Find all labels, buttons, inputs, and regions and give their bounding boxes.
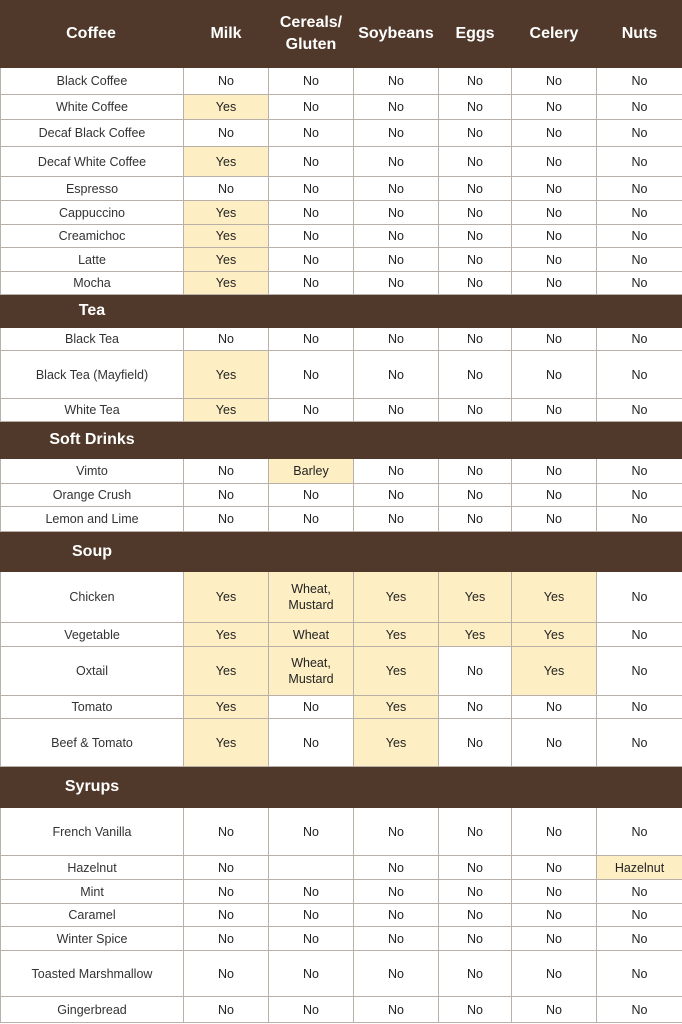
item-name: Beef & Tomato [1,719,184,767]
section-title: Soft Drinks [1,422,184,459]
table-row [1,808,682,856]
cell-nuts: No [597,120,682,147]
cell-celery: No [512,399,597,422]
section-title: Tea [1,295,184,328]
cell-soybeans: Yes [354,572,439,623]
cell-celery: No [512,696,597,719]
item-name: Orange Crush [1,484,184,507]
cell-nuts: No [597,808,682,856]
cell-milk: Yes [184,351,269,399]
item-name: Black Coffee [1,68,184,95]
cell-soybeans: No [354,248,439,272]
cell-nuts: No [597,272,682,295]
item-name: Black Tea [1,328,184,351]
cell-soybeans: No [354,328,439,351]
cell-nuts: No [597,484,682,507]
cell-milk: No [184,507,269,532]
cell-milk: Yes [184,248,269,272]
cell-eggs: No [439,272,512,295]
cell-soybeans: No [354,927,439,951]
cell-celery: No [512,272,597,295]
item-name: Winter Spice [1,927,184,951]
cell-cereals-gluten: No [269,808,354,856]
cell-soybeans: No [354,201,439,225]
cell-cereals-gluten: Barley [269,459,354,484]
cell-celery: No [512,904,597,927]
cell-celery: No [512,808,597,856]
cell-eggs: No [439,719,512,767]
cell-milk: No [184,880,269,904]
header-cereals-gluten: Cereals/ Gluten [269,1,354,68]
table-header-row [1,1,682,68]
section-header-filler [184,422,682,459]
cell-celery: No [512,177,597,201]
cell-soybeans: No [354,856,439,880]
item-name: Creamichoc [1,225,184,248]
cell-eggs: No [439,399,512,422]
cell-nuts: Hazelnut [597,856,682,880]
cell-soybeans: No [354,272,439,295]
table-row [1,459,682,484]
cell-soybeans: No [354,351,439,399]
cell-eggs: No [439,225,512,248]
cell-celery: No [512,225,597,248]
cell-milk: No [184,904,269,927]
table-row [1,328,682,351]
table-row [1,623,682,647]
cell-cereals-gluten: No [269,904,354,927]
cell-cereals-gluten: No [269,328,354,351]
table-row [1,351,682,399]
item-name: Mocha [1,272,184,295]
section-header-filler [184,295,682,328]
cell-celery: No [512,147,597,177]
cell-milk: Yes [184,272,269,295]
cell-celery: No [512,997,597,1023]
cell-milk: No [184,68,269,95]
item-name: Hazelnut [1,856,184,880]
cell-soybeans: No [354,808,439,856]
cell-cereals-gluten: No [269,696,354,719]
table-row [1,647,682,696]
cell-eggs: No [439,248,512,272]
table-row [1,147,682,177]
cell-milk: No [184,951,269,997]
cell-nuts: No [597,328,682,351]
cell-soybeans: No [354,997,439,1023]
table-row [1,120,682,147]
cell-soybeans: No [354,68,439,95]
cell-soybeans: No [354,95,439,120]
cell-celery: No [512,484,597,507]
cell-nuts: No [597,507,682,532]
cell-celery: No [512,351,597,399]
cell-eggs: Yes [439,572,512,623]
cell-nuts: No [597,719,682,767]
cell-cereals-gluten: No [269,68,354,95]
cell-nuts: No [597,177,682,201]
section-header-row [1,532,682,572]
cell-soybeans: No [354,904,439,927]
cell-celery: Yes [512,647,597,696]
section-header-row [1,422,682,459]
table-row [1,856,682,880]
cell-celery: No [512,927,597,951]
cell-eggs: No [439,328,512,351]
table-row [1,880,682,904]
cell-cereals-gluten: No [269,484,354,507]
section-title: Syrups [1,767,184,808]
cell-eggs: No [439,95,512,120]
table-body [1,68,682,1023]
section-header-filler [184,767,682,808]
cell-nuts: No [597,904,682,927]
cell-soybeans: No [354,120,439,147]
cell-nuts: No [597,95,682,120]
cell-cereals-gluten: No [269,147,354,177]
cell-nuts: No [597,225,682,248]
table-row [1,507,682,532]
cell-cereals-gluten: No [269,120,354,147]
cell-nuts: No [597,147,682,177]
cell-nuts: No [597,248,682,272]
header-milk: Milk [184,1,269,68]
item-name: Gingerbread [1,997,184,1023]
cell-nuts: No [597,459,682,484]
cell-nuts: No [597,351,682,399]
cell-eggs: No [439,904,512,927]
item-name: Decaf Black Coffee [1,120,184,147]
cell-soybeans: No [354,507,439,532]
table-row [1,177,682,201]
cell-cereals-gluten: No [269,507,354,532]
section-header-row [1,767,682,808]
table-row [1,719,682,767]
cell-celery: No [512,248,597,272]
cell-milk: Yes [184,201,269,225]
cell-nuts: No [597,927,682,951]
item-name: White Tea [1,399,184,422]
header-coffee: Coffee [1,1,184,68]
cell-eggs: No [439,647,512,696]
cell-soybeans: No [354,399,439,422]
item-name: Cappuccino [1,201,184,225]
item-name: Mint [1,880,184,904]
cell-cereals-gluten: No [269,201,354,225]
cell-cereals-gluten [269,856,354,880]
item-name: Black Tea (Mayfield) [1,351,184,399]
cell-nuts: No [597,880,682,904]
cell-soybeans: No [354,459,439,484]
table-row [1,248,682,272]
cell-celery: No [512,856,597,880]
cell-celery: Yes [512,623,597,647]
cell-celery: No [512,120,597,147]
cell-celery: No [512,880,597,904]
cell-nuts: No [597,696,682,719]
cell-cereals-gluten: No [269,272,354,295]
cell-cereals-gluten: No [269,927,354,951]
header-eggs: Eggs [439,1,512,68]
cell-cereals-gluten: No [269,719,354,767]
table-row [1,904,682,927]
cell-eggs: No [439,177,512,201]
item-name: Lemon and Lime [1,507,184,532]
cell-eggs: No [439,120,512,147]
item-name: French Vanilla [1,808,184,856]
cell-cereals-gluten: Wheat, Mustard [269,572,354,623]
cell-celery: No [512,951,597,997]
item-name: Espresso [1,177,184,201]
cell-milk: No [184,120,269,147]
cell-celery: No [512,95,597,120]
cell-cereals-gluten: No [269,951,354,997]
cell-milk: No [184,459,269,484]
cell-cereals-gluten: No [269,351,354,399]
header-nuts: Nuts [597,1,682,68]
table-row [1,572,682,623]
item-name: Chicken [1,572,184,623]
item-name: Toasted Marshmallow [1,951,184,997]
item-name: Tomato [1,696,184,719]
item-name: White Coffee [1,95,184,120]
cell-milk: Yes [184,95,269,120]
table-row [1,696,682,719]
cell-nuts: No [597,399,682,422]
cell-eggs: Yes [439,623,512,647]
table-row [1,272,682,295]
section-header-filler [184,532,682,572]
cell-eggs: No [439,147,512,177]
cell-eggs: No [439,68,512,95]
cell-milk: Yes [184,623,269,647]
cell-cereals-gluten: No [269,95,354,120]
item-name: Latte [1,248,184,272]
item-name: Oxtail [1,647,184,696]
cell-nuts: No [597,647,682,696]
cell-milk: Yes [184,719,269,767]
cell-eggs: No [439,484,512,507]
table-row [1,997,682,1023]
cell-milk: Yes [184,147,269,177]
cell-eggs: No [439,507,512,532]
cell-cereals-gluten: Wheat [269,623,354,647]
item-name: Decaf White Coffee [1,147,184,177]
item-name: Vegetable [1,623,184,647]
cell-soybeans: Yes [354,719,439,767]
cell-cereals-gluten: No [269,248,354,272]
cell-eggs: No [439,880,512,904]
cell-milk: Yes [184,696,269,719]
cell-milk: Yes [184,647,269,696]
table-row [1,399,682,422]
cell-milk: Yes [184,399,269,422]
table-row [1,951,682,997]
cell-cereals-gluten: No [269,225,354,248]
cell-eggs: No [439,997,512,1023]
section-header-row [1,295,682,328]
cell-eggs: No [439,808,512,856]
cell-celery: No [512,68,597,95]
cell-nuts: No [597,623,682,647]
cell-cereals-gluten: No [269,177,354,201]
cell-milk: No [184,927,269,951]
section-title: Soup [1,532,184,572]
cell-nuts: No [597,201,682,225]
cell-soybeans: Yes [354,647,439,696]
cell-soybeans: Yes [354,623,439,647]
cell-cereals-gluten: Wheat, Mustard [269,647,354,696]
table-row [1,927,682,951]
table-row [1,68,682,95]
table-row [1,201,682,225]
cell-milk: No [184,484,269,507]
cell-eggs: No [439,951,512,997]
cell-eggs: No [439,927,512,951]
cell-soybeans: No [354,177,439,201]
cell-milk: No [184,328,269,351]
header-soybeans: Soybeans [354,1,439,68]
cell-eggs: No [439,696,512,719]
cell-milk: No [184,997,269,1023]
cell-celery: No [512,459,597,484]
cell-soybeans: Yes [354,696,439,719]
cell-nuts: No [597,572,682,623]
header-celery: Celery [512,1,597,68]
table-row [1,95,682,120]
cell-eggs: No [439,856,512,880]
cell-cereals-gluten: No [269,880,354,904]
table-row [1,225,682,248]
cell-celery: Yes [512,572,597,623]
cell-soybeans: No [354,225,439,248]
cell-celery: No [512,328,597,351]
cell-nuts: No [597,951,682,997]
cell-celery: No [512,719,597,767]
cell-cereals-gluten: No [269,997,354,1023]
cell-soybeans: No [354,147,439,177]
cell-eggs: No [439,351,512,399]
cell-milk: No [184,808,269,856]
cell-milk: No [184,177,269,201]
cell-eggs: No [439,459,512,484]
cell-celery: No [512,507,597,532]
item-name: Vimto [1,459,184,484]
table-row [1,484,682,507]
cell-soybeans: No [354,484,439,507]
cell-milk: No [184,856,269,880]
item-name: Caramel [1,904,184,927]
cell-celery: No [512,201,597,225]
cell-eggs: No [439,201,512,225]
cell-soybeans: No [354,951,439,997]
cell-milk: Yes [184,225,269,248]
cell-soybeans: No [354,880,439,904]
cell-milk: Yes [184,572,269,623]
cell-nuts: No [597,68,682,95]
cell-nuts: No [597,997,682,1023]
cell-cereals-gluten: No [269,399,354,422]
